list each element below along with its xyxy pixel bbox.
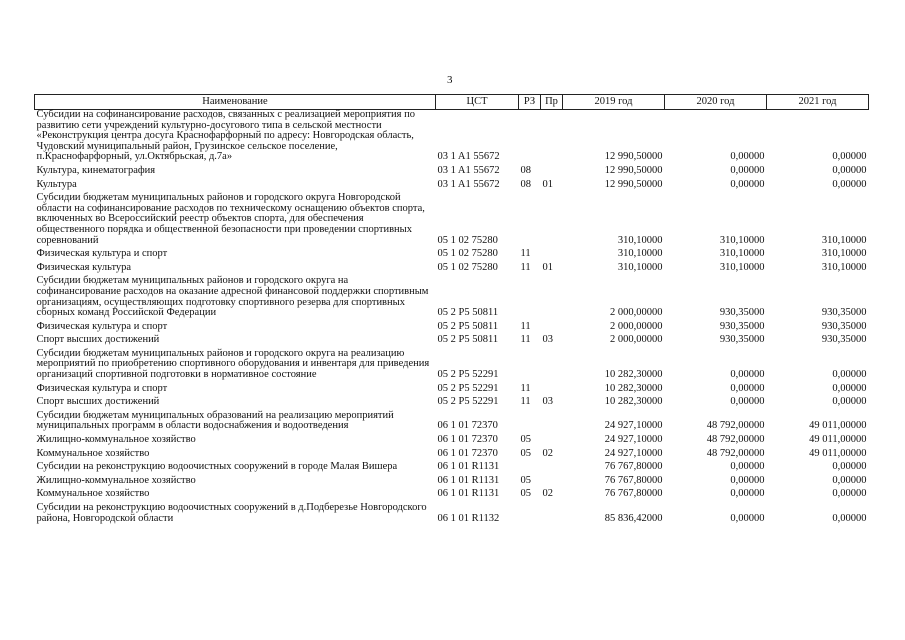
row-name: Жилищно-коммунальное хозяйство <box>36 474 196 486</box>
row-2020: 930,35000 <box>719 307 765 319</box>
row-pr: 03 <box>542 334 553 346</box>
row-pr: 02 <box>542 447 553 459</box>
row-2019: 2 000,00000 <box>610 320 663 332</box>
table-row <box>35 503 869 527</box>
row-cst: 06 1 01 R1131 <box>437 488 500 500</box>
row-2021: 0,00000 <box>832 369 867 381</box>
row-2021: 0,00000 <box>832 474 867 486</box>
row-2021: 930,35000 <box>821 307 867 319</box>
header-cst: ЦСТ <box>436 95 519 110</box>
table-row <box>35 449 869 463</box>
row-pr <box>541 462 563 476</box>
row-2021: 0,00000 <box>832 164 867 176</box>
row-name: Жилищно-коммунальное хозяйство <box>36 434 196 446</box>
row-2021: 930,35000 <box>821 320 867 332</box>
table-row <box>35 193 869 249</box>
row-2019: 76 767,80000 <box>604 461 663 473</box>
row-cst: 05 2 P5 52291 <box>437 396 499 408</box>
row-2019: 12 990,50000 <box>604 151 663 163</box>
row-cst: 06 1 01 R1131 <box>437 461 500 473</box>
header-name: Наименование <box>35 95 436 110</box>
row-pr <box>541 110 563 166</box>
row-2020: 930,35000 <box>719 320 765 332</box>
table-row <box>35 322 869 336</box>
row-2020: 0,00000 <box>730 178 765 190</box>
row-name: Физическая культура <box>36 261 132 273</box>
row-2021: 49 011,00000 <box>809 420 867 432</box>
row-2020: 0,00000 <box>730 488 765 500</box>
row-2020: 0,00000 <box>730 382 765 394</box>
row-pr <box>541 411 563 435</box>
row-2020: 48 792,00000 <box>706 420 765 432</box>
table-row <box>35 462 869 476</box>
row-cst: 03 1 A1 55672 <box>437 178 500 190</box>
row-cst: 05 2 P5 52291 <box>437 369 499 381</box>
row-pr <box>541 249 563 263</box>
row-2019: 24 927,10000 <box>604 447 663 459</box>
row-rz: 11 <box>520 382 531 394</box>
row-2019: 76 767,80000 <box>604 488 663 500</box>
header-2021: 2021 год <box>767 95 869 110</box>
row-cst: 06 1 01 72370 <box>437 420 498 432</box>
row-cst: 05 2 P5 50811 <box>437 320 499 332</box>
row-rz: 05 <box>520 488 531 500</box>
row-2021: 0,00000 <box>832 488 867 500</box>
row-2020: 0,00000 <box>730 151 765 163</box>
row-rz: 08 <box>520 164 531 176</box>
row-name: Культура, кинематография <box>36 164 156 176</box>
table-row <box>35 349 869 384</box>
row-2019: 310,10000 <box>617 248 663 260</box>
row-name: Физическая культура и спорт <box>36 320 168 332</box>
row-cst: 05 2 P5 52291 <box>437 382 499 394</box>
row-rz: 05 <box>520 474 531 486</box>
row-2019: 310,10000 <box>617 234 663 246</box>
row-cst: 03 1 A1 55672 <box>437 151 500 163</box>
row-rz <box>519 503 541 527</box>
header-2019: 2019 год <box>563 95 665 110</box>
row-pr <box>541 435 563 449</box>
row-2021: 0,00000 <box>832 512 867 524</box>
row-2021: 0,00000 <box>832 461 867 473</box>
row-name: Культура <box>36 178 77 190</box>
row-2020: 0,00000 <box>730 474 765 486</box>
table-body <box>35 110 869 528</box>
row-2020: 930,35000 <box>719 334 765 346</box>
row-rz: 11 <box>520 261 531 273</box>
row-2021: 310,10000 <box>821 234 867 246</box>
page-number: 3 <box>447 74 453 86</box>
row-2019: 2 000,00000 <box>610 307 663 319</box>
row-name: Коммунальное хозяйство <box>36 488 150 500</box>
row-2020: 0,00000 <box>730 396 765 408</box>
table-row <box>35 249 869 263</box>
row-pr: 01 <box>542 178 553 190</box>
table-row <box>35 110 869 166</box>
row-2019: 24 927,10000 <box>604 434 663 446</box>
row-cst: 05 1 02 75280 <box>437 234 498 246</box>
row-name: Субсидии бюджетам муниципальных районов и городского округа на софинансирование расходов на оказание адресной финансовой поддержки спортивным организациям, осуществляющих подготовку спортивного резерва для спортивных сборных команд Российской Федерации <box>36 275 429 319</box>
row-pr <box>541 193 563 249</box>
table-row <box>35 335 869 349</box>
row-cst: 03 1 A1 55672 <box>437 164 500 176</box>
table-row <box>35 411 869 435</box>
row-name: Субсидии бюджетам муниципальных районов и городского округа на реализацию мероприятий по приобретению спортивного оборудования и инвентаря для приведения организаций спортивной подготовки в нормативное состояние <box>36 347 430 381</box>
row-2019: 10 282,30000 <box>604 369 663 381</box>
row-cst: 05 2 P5 50811 <box>437 334 499 346</box>
row-2021: 0,00000 <box>832 382 867 394</box>
row-rz <box>519 110 541 166</box>
table-row <box>35 276 869 321</box>
header-pr: Пр <box>541 95 563 110</box>
row-name: Субсидии на софинансирование расходов, связанных с реализацией мероприятия по развитию сети учреждений культурно-досугового типа в сельской местности «Реконструкция центра досуга Краснофарфорный по адресу: Новгородская область, Чудовский муниципальный район, Грузинское сельское поселение, п.Краснофарфорный, ул.Октябрьская, д.7а» <box>36 109 415 163</box>
row-2021: 49 011,00000 <box>809 434 867 446</box>
row-rz <box>519 276 541 321</box>
table-row <box>35 384 869 398</box>
row-rz: 11 <box>520 396 531 408</box>
row-2020: 310,10000 <box>719 248 765 260</box>
row-2021: 0,00000 <box>832 151 867 163</box>
row-rz: 05 <box>520 447 531 459</box>
table-row <box>35 397 869 411</box>
row-pr <box>541 166 563 180</box>
row-pr <box>541 476 563 490</box>
table-row <box>35 435 869 449</box>
row-2020: 0,00000 <box>730 461 765 473</box>
row-2021: 49 011,00000 <box>809 447 867 459</box>
row-name: Субсидии на реконструкцию водоочистных сооружений в городе Малая Вишера <box>36 461 398 473</box>
row-2019: 2 000,00000 <box>610 334 663 346</box>
row-rz <box>519 411 541 435</box>
row-cst: 05 2 P5 50811 <box>437 307 499 319</box>
row-name: Спорт высших достижений <box>36 396 160 408</box>
row-2021: 930,35000 <box>821 334 867 346</box>
row-cst: 05 1 02 75280 <box>437 248 498 260</box>
header-row <box>35 95 869 110</box>
header-2020: 2020 год <box>665 95 767 110</box>
row-rz <box>519 193 541 249</box>
row-2020: 0,00000 <box>730 369 765 381</box>
header-rz: РЗ <box>519 95 541 110</box>
row-pr <box>541 503 563 527</box>
row-pr <box>541 349 563 384</box>
row-2021: 310,10000 <box>821 261 867 273</box>
row-2019: 76 767,80000 <box>604 474 663 486</box>
row-name: Спорт высших достижений <box>36 334 160 346</box>
row-rz: 05 <box>520 434 531 446</box>
row-2020: 48 792,00000 <box>706 434 765 446</box>
row-2019: 10 282,30000 <box>604 382 663 394</box>
row-name: Субсидии на реконструкцию водоочистных сооружений в д.Подберезье Новгородского района, Новгородской области <box>36 502 427 524</box>
table-header <box>35 95 869 110</box>
row-pr: 03 <box>542 396 553 408</box>
row-pr <box>541 384 563 398</box>
row-rz: 11 <box>520 334 531 346</box>
row-2021: 0,00000 <box>832 178 867 190</box>
row-2020: 0,00000 <box>730 164 765 176</box>
table-row <box>35 263 869 277</box>
row-2019: 24 927,10000 <box>604 420 663 432</box>
row-2019: 85 836,42000 <box>604 512 663 524</box>
row-name: Физическая культура и спорт <box>36 382 168 394</box>
row-name: Субсидии бюджетам муниципальных районов и городского округа Новгородской области на софинансирование расходов по техническому оснащению объектов спорта, включенных во Всероссийский реестр объектов спорта, для обеспечения общественного порядка и общественной безопасности при проведении спортивных соревнований <box>36 192 425 246</box>
row-pr: 01 <box>542 261 553 273</box>
row-cst: 05 1 02 75280 <box>437 261 498 273</box>
table-row <box>35 180 869 194</box>
row-name: Субсидии бюджетам муниципальных образований на реализацию мероприятий муниципальных программ в области водоснабжения и водоотведения <box>36 409 394 432</box>
row-pr <box>541 276 563 321</box>
row-name: Коммунальное хозяйство <box>36 447 150 459</box>
row-2020: 48 792,00000 <box>706 447 765 459</box>
budget-table <box>34 94 869 527</box>
row-cst: 06 1 01 R1131 <box>437 474 500 486</box>
row-cst: 06 1 01 72370 <box>437 434 498 446</box>
table-row <box>35 489 869 503</box>
row-2021: 310,10000 <box>821 248 867 260</box>
row-2019: 12 990,50000 <box>604 164 663 176</box>
row-rz <box>519 349 541 384</box>
row-rz: 11 <box>520 320 531 332</box>
row-rz <box>519 462 541 476</box>
row-rz: 11 <box>520 248 531 260</box>
row-cst: 06 1 01 R1132 <box>437 512 500 524</box>
row-2021: 0,00000 <box>832 396 867 408</box>
row-2019: 12 990,50000 <box>604 178 663 190</box>
row-2019: 310,10000 <box>617 261 663 273</box>
row-rz: 08 <box>520 178 531 190</box>
row-2020: 310,10000 <box>719 261 765 273</box>
row-pr: 02 <box>542 488 553 500</box>
table-row <box>35 166 869 180</box>
row-2020: 310,10000 <box>719 234 765 246</box>
row-2019: 10 282,30000 <box>604 396 663 408</box>
row-cst: 06 1 01 72370 <box>437 447 498 459</box>
table-row <box>35 476 869 490</box>
row-2020: 0,00000 <box>730 512 765 524</box>
row-name: Физическая культура и спорт <box>36 248 168 260</box>
row-pr <box>541 322 563 336</box>
